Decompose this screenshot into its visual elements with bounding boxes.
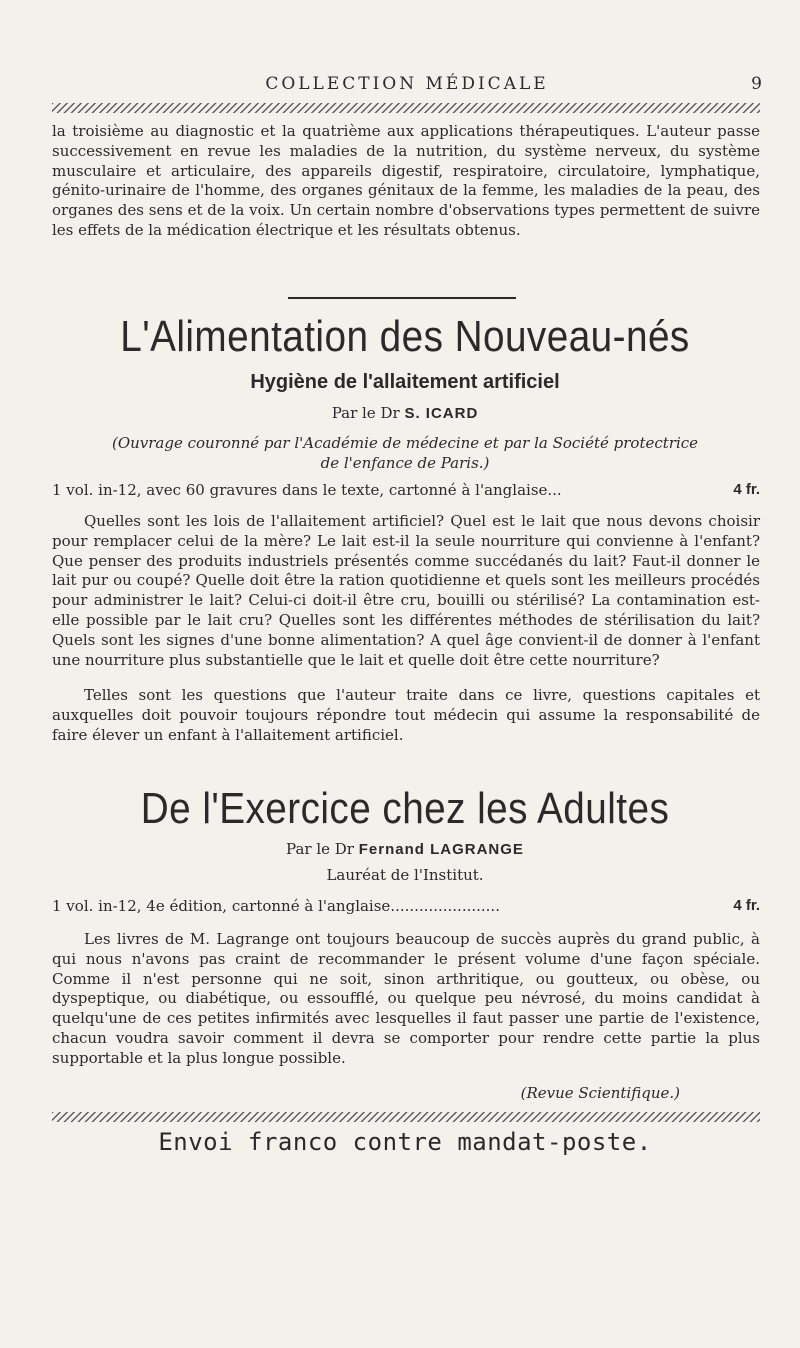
book2-paragraph: Les livres de M. Lagrange ont toujours beaucoup de succès auprès du grand public, à qui nous n'avons pas craint de recommander le présent volume d'une façon spéciale. Comme il n'est personne qui ne soit, sinon arthritique, ou goutteux, ou obèse, ou dyspeptique, ou diabétique, ou essoufflé, ou quelque peu névrosé, du moins candidat à quelqu'une de ces petites infirmités avec lesquelles il faut passer une partie de l'existence, chacun voudra savoir comment il devra se comporter pour rendre cette partie la plus supportable et la plus longue possible. bbox=[52, 930, 760, 1067]
running-head bbox=[52, 74, 762, 94]
book2-author: Fernand LAGRANGE bbox=[358, 841, 524, 858]
running-head-title: COLLECTION MÉDICALE bbox=[265, 74, 549, 94]
wavy-rule-bottom bbox=[52, 1112, 760, 1122]
book1-award-line2: de l'enfance de Paris.) bbox=[320, 454, 490, 472]
book1-paragraph2: Telles sont les questions que l'auteur traite dans ce livre, questions capitales et auxquelles doit pouvoir toujours répondre tout médecin qui assume la responsabilité de faire élever un enfant à l'allaitement artificiel. bbox=[52, 686, 760, 744]
section-divider bbox=[288, 297, 516, 299]
book2-byline bbox=[40, 840, 770, 858]
book2-price: 4 fr. bbox=[733, 897, 760, 914]
book1-paragraph1: Quelles sont les lois de l'allaitement artificiel? Quel est le lait que nous devons choisir pour remplacer celui de la mère? Le lait est-il la seule nourriture qui convienne à l'enfant? Que penser des produits industriels présentés comme succédanés du lait? Faut-il donner le lait pur ou coupé? Quelle doit être la ration quotidienne et quels sont les meilleurs procédés pour administrer le lait? Celui-ci doit-il être cru, bouilli ou stérilisé? La contamination est-elle possible par le lait cru? Quelles sont les différentes méthodes de stérilisation du lait? Quels sont les signes d'une bonne alimentation? A quel âge convient-il de donner à l'enfant une nourriture plus substantielle que le lait et quelle doit être cette nourriture? bbox=[52, 512, 760, 669]
page-number: 9 bbox=[751, 74, 762, 94]
book1-subtitle: Hygiène de l'allaitement artificiel bbox=[250, 371, 560, 393]
book2-title: De l'Exercice chez les Adultes bbox=[140, 784, 670, 833]
book2-byline-prefix: Par le Dr bbox=[286, 840, 354, 858]
book1-byline bbox=[40, 404, 770, 422]
book1-price: 4 fr. bbox=[733, 481, 760, 498]
book2-source: (Revue Scientifique.) bbox=[520, 1084, 680, 1102]
book1-title: L'Alimentation des Nouveau-nés bbox=[120, 312, 690, 361]
intro-paragraph: la troisième au diagnostic et la quatrième aux applications thérapeutiques. L'auteur passe successivement en revue les maladies de la nutrition, du système nerveux, du système musculaire et articulaire, des appareils digestif, respiratoire, circulatoire, lymphatique, génito-urinaire de l'homme, des organes génitaux de la femme, les maladies de la peau, des organes des sens et de la voix. Un certain nombre d'observations types permettent de suivre les effets de la médication électrique et les résultats obtenus. bbox=[52, 122, 760, 239]
wavy-rule-top bbox=[52, 103, 760, 113]
book1-award-line1: (Ouvrage couronné par l'Académie de médecine et par la Société protectrice bbox=[111, 434, 699, 452]
book1-byline-prefix: Par le Dr bbox=[331, 404, 400, 422]
book2-details: 1 vol. in-12, 4e édition, cartonné à l'anglaise....................... bbox=[52, 897, 500, 915]
book2-details-line bbox=[52, 897, 760, 915]
book1-details-line bbox=[52, 481, 760, 499]
book1-author: S. ICARD bbox=[404, 405, 479, 422]
book1-details: 1 vol. in-12, avec 60 gravures dans le texte, cartonné à l'anglaise... bbox=[52, 481, 562, 499]
footer-note: Envoi franco contre mandat-poste. bbox=[158, 1128, 652, 1156]
book2-affiliation: Lauréat de l'Institut. bbox=[326, 866, 484, 884]
